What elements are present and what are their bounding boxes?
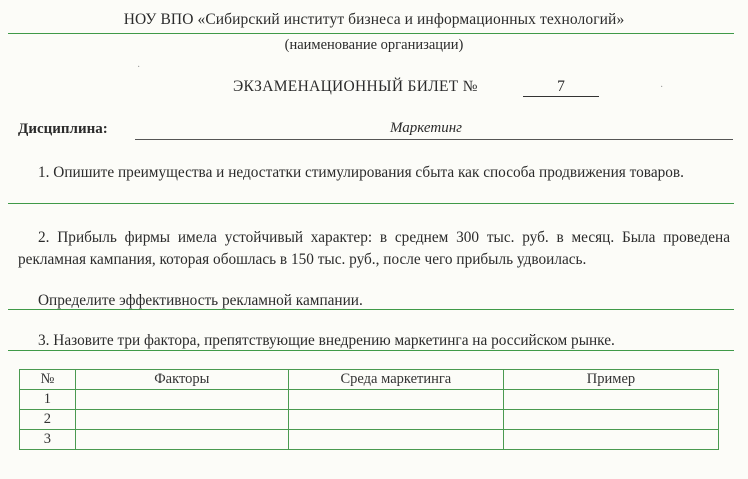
table-header-row <box>20 370 719 390</box>
cell-example[interactable] <box>503 430 718 450</box>
organization-name: НОУ ВПО «Сибирский институт бизнеса и информационных технологий» <box>123 11 625 28</box>
question-3-underline <box>8 350 734 351</box>
table-row <box>20 430 719 450</box>
organization-caption: (наименование организации) <box>284 37 464 53</box>
cell-environment[interactable] <box>288 430 503 450</box>
organization-underline <box>8 33 734 34</box>
question-1: 1. Опишите преимущества и недостатки стимулирования сбыта как способа продвижения товаров. <box>38 164 684 181</box>
question-1-underline <box>8 203 734 204</box>
discipline-value: Маркетинг <box>390 120 463 136</box>
question-3: 3. Назовите три фактора, препятствующие внедрению маркетинга на российском рынке. <box>38 332 615 349</box>
discipline-underline <box>135 139 733 140</box>
scan-speck: · <box>660 82 664 93</box>
col-header-number: № <box>20 370 76 390</box>
cell-factor[interactable] <box>75 410 288 430</box>
row-number: 1 <box>20 390 76 410</box>
col-header-environment: Среда маркетинга <box>288 370 503 390</box>
table-row <box>20 410 719 430</box>
ticket-number-underline <box>523 96 599 97</box>
scan-speck: · <box>137 62 141 73</box>
row-number: 3 <box>20 430 76 450</box>
col-header-example: Пример <box>503 370 718 390</box>
cell-example[interactable] <box>503 410 718 430</box>
question-2: 2. Прибыль фирмы имела устойчивый характер: в среднем 300 тыс. руб. в месяц. Была проведена рекламная кампания, которая обошлась в 150 тыс. руб., после чего прибыль удвоилась. <box>18 229 730 268</box>
question-2-underline <box>8 309 734 310</box>
question-2-followup: Определите эффективность рекламной кампании. <box>38 292 363 309</box>
cell-factor[interactable] <box>75 430 288 450</box>
cell-environment[interactable] <box>288 390 503 410</box>
cell-environment[interactable] <box>288 410 503 430</box>
row-number: 2 <box>20 410 76 430</box>
factors-table <box>19 369 719 450</box>
cell-factor[interactable] <box>75 390 288 410</box>
ticket-title: ЭКЗАМЕНАЦИОННЫЙ БИЛЕТ № <box>233 78 478 95</box>
table-row <box>20 390 719 410</box>
cell-example[interactable] <box>503 390 718 410</box>
col-header-factors: Факторы <box>75 370 288 390</box>
discipline-label: Дисциплина: <box>18 121 108 137</box>
ticket-number: 7 <box>557 78 565 95</box>
